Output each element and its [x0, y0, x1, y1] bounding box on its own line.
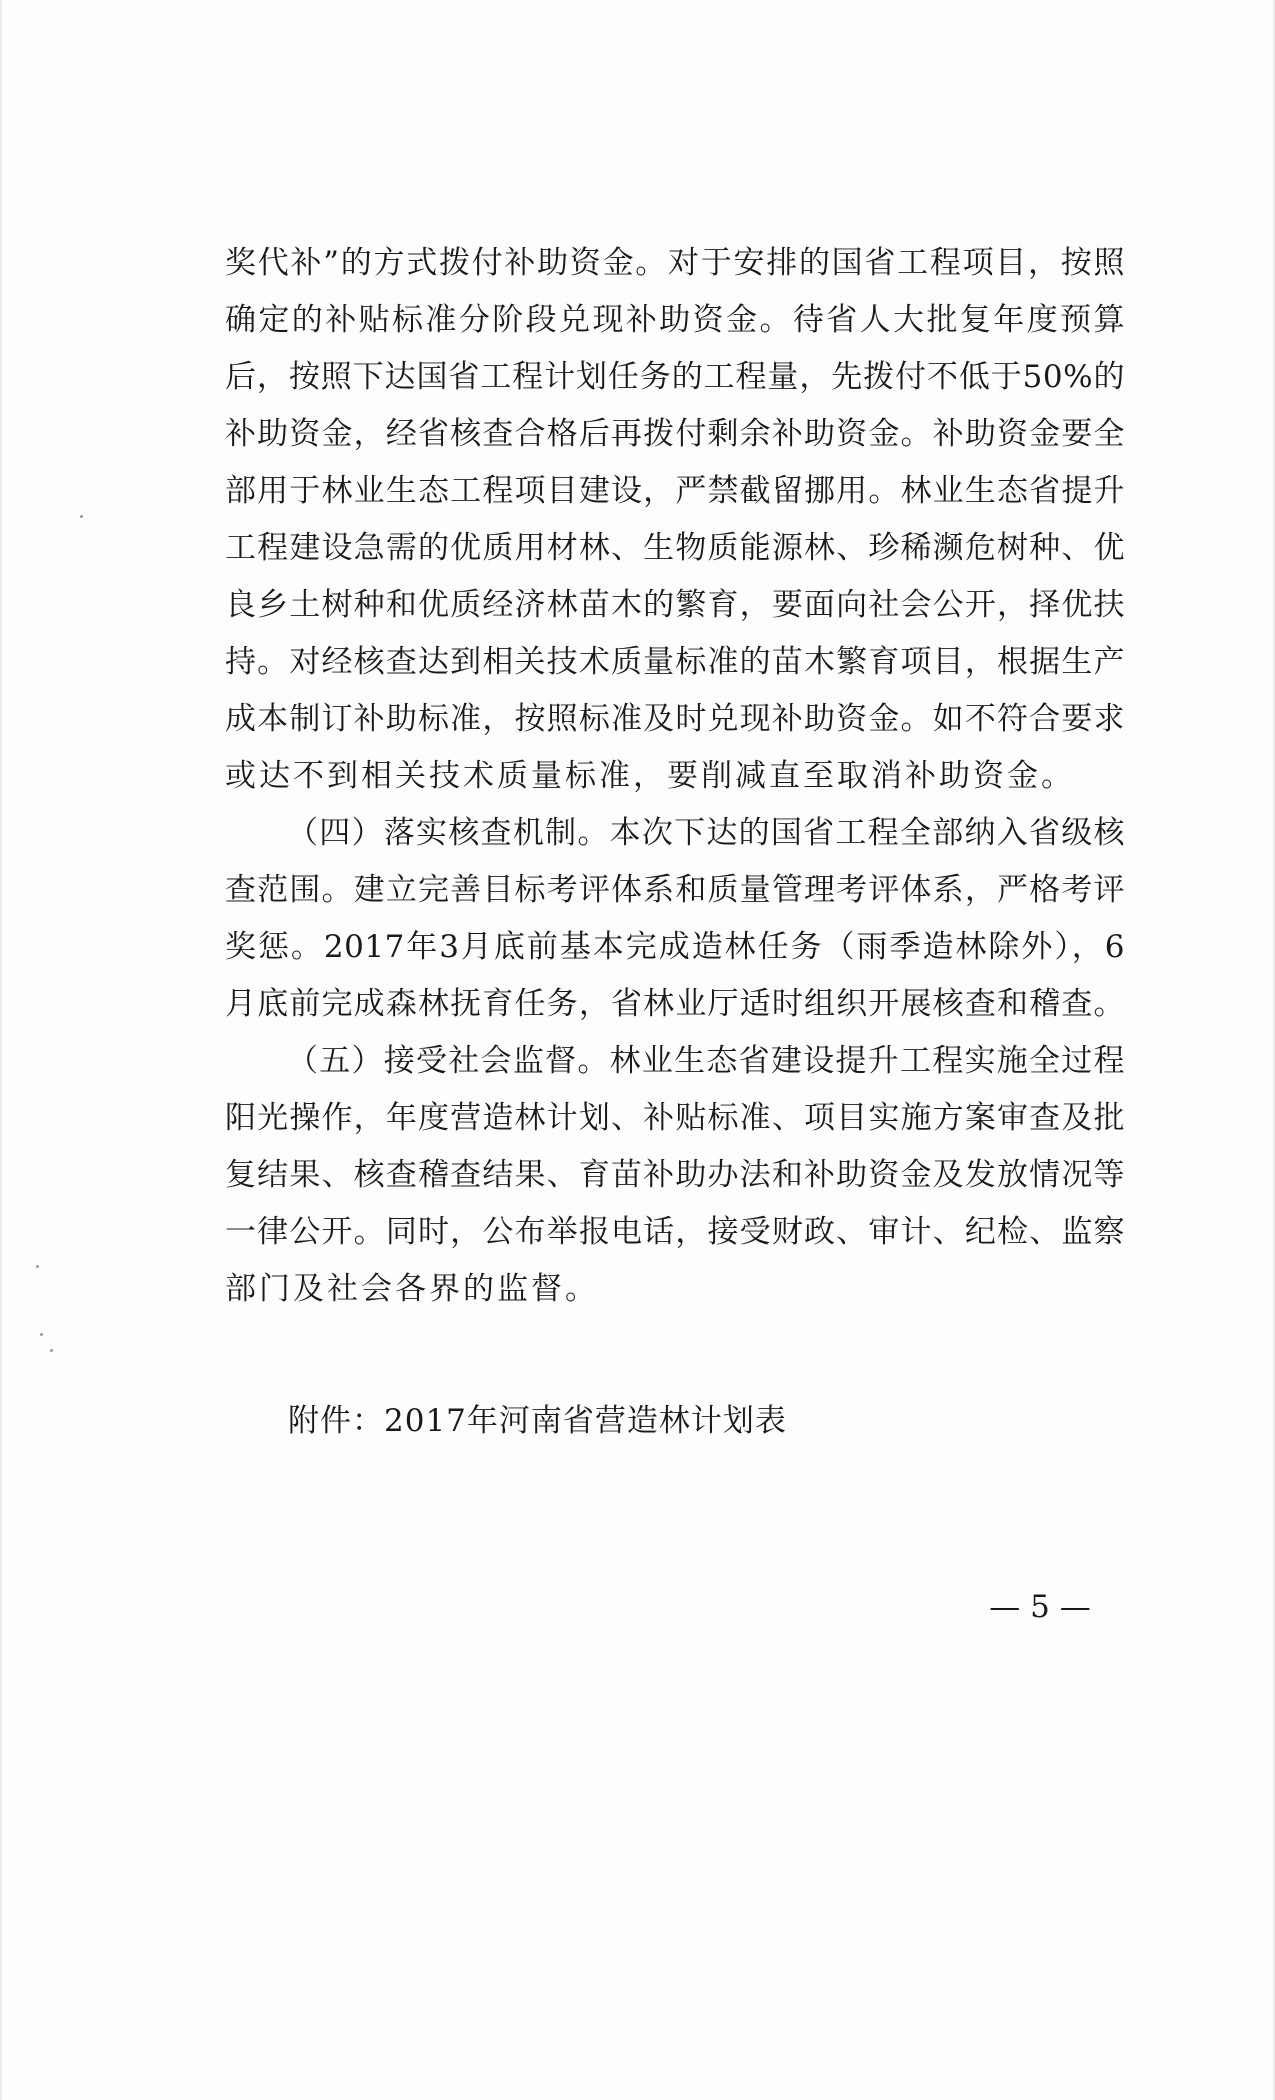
text-line: 工程建设急需的优质用材林、生物质能源林、珍稀濒危树种、优: [225, 530, 1125, 566]
scan-speck: [40, 1333, 43, 1336]
text-line: 持。对经核查达到相关技术质量标准的苗木繁育项目，根据生产: [225, 644, 1125, 680]
text-line: 补助资金，经省核查合格后再拨付剩余补助资金。补助资金要全: [225, 416, 1125, 452]
text-line: 查范围。建立完善目标考评体系和质量管理考评体系，严格考评: [225, 872, 1125, 908]
scan-edge-left: [0, 0, 2, 2100]
text-line: 或达不到相关技术质量标准，要削减直至取消补助资金。: [225, 758, 1075, 794]
text-line: 部门及社会各界的监督。: [225, 1271, 599, 1307]
scan-speck: [80, 515, 83, 518]
text-line: 月底前完成森林抚育任务，省林业厅适时组织开展核查和稽查。: [225, 986, 1125, 1022]
section-four-heading-line: （四）落实核查机制。本次下达的国省工程全部纳入省级核: [287, 815, 1125, 851]
text-line: 阳光操作，年度营造林计划、补贴标准、项目实施方案审查及批: [225, 1100, 1125, 1136]
section-five-heading-line: （五）接受社会监督。林业生态省建设提升工程实施全过程: [287, 1043, 1125, 1079]
page-number: — 5 —: [989, 1589, 1091, 1625]
text-line: 奖代补”的方式拨付补助资金。对于安排的国省工程项目，按照: [225, 245, 1125, 281]
text-line: 一律公开。同时，公布举报电话，接受财政、审计、纪检、监察: [225, 1214, 1125, 1250]
text-line: 复结果、核查稽查结果、育苗补助办法和补助资金及发放情况等: [225, 1157, 1125, 1193]
scan-speck: [50, 1349, 53, 1352]
text-line: 奖惩。2017年3月底前基本完成造林任务（雨季造林除外），6: [225, 929, 1125, 965]
text-line: 部用于林业生态工程项目建设，严禁截留挪用。林业生态省提升: [225, 473, 1125, 509]
scan-speck: [36, 1265, 39, 1268]
text-line: 良乡土树种和优质经济林苗木的繁育，要面向社会公开，择优扶: [225, 587, 1125, 623]
text-line: 确定的补贴标准分阶段兑现补助资金。待省人大批复年度预算: [225, 302, 1125, 338]
text-line: 后，按照下达国省工程计划任务的工程量，先拨付不低于50%的: [225, 359, 1125, 395]
text-line: 成本制订补助标准，按照标准及时兑现补助资金。如不符合要求: [225, 701, 1125, 737]
attachment-note: 附件：2017年河南省营造林计划表: [288, 1403, 787, 1439]
